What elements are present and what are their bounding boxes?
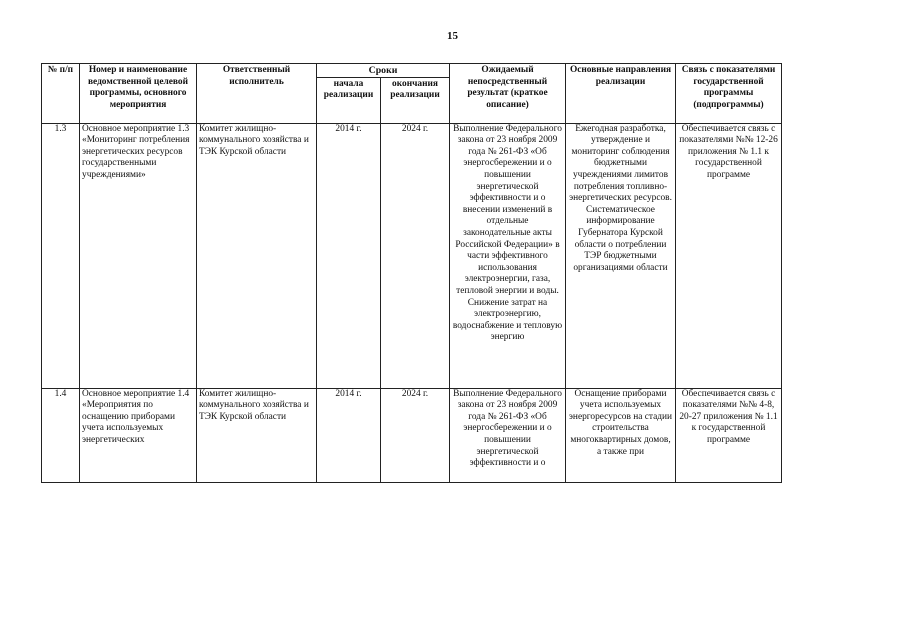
header-link: Связь с показателями государственной программы (подпрограммы)	[676, 64, 782, 124]
row-num: 1.4	[42, 388, 80, 482]
row-result: Выполнение Федерального закона от 23 ноября 2009 года № 261-ФЗ «Об энергосбережении и о повышении энергетической эффективности и о	[450, 388, 566, 482]
row-link: Обеспечивается связь с показателями №№ 4-8, 20-27 приложения № 1.1 к государственной программе	[676, 388, 782, 482]
row-name: Основное мероприятие 1.3 «Мониторинг потребления энергетических ресурсов государственными учреждениями»	[80, 123, 197, 388]
header-directions: Основные направления реализации	[566, 64, 676, 124]
table-row	[42, 388, 782, 482]
row-responsible: Комитет жилищно-коммунального хозяйства и ТЭК Курской области	[197, 123, 317, 388]
row-directions: Ежегодная разработка, утверждение и мониторинг соблюдения бюджетными учреждениями лимитов потребления топливно-энергетических ресурсов. Систематическое информирование Губернатора Курской области о потреблении ТЭР бюджетными организациями области	[566, 123, 676, 388]
row-start: 2014 г.	[317, 123, 381, 388]
row-result: Выполнение Федерального закона от 23 ноября 2009 года № 261-ФЗ «Об энергосбережении и о повышении энергетической эффективности и о внесении изменений в отдельные законодательные акты Российской Федерации» в части эффективного использования электроэнергии, газа, тепловой энергии и воды. Снижение затрат на электроэнергию, водоснабжение и тепловую энергию	[450, 123, 566, 388]
header-end: окончания реализации	[381, 77, 450, 123]
table-header	[42, 64, 782, 124]
row-start: 2014 г.	[317, 388, 381, 482]
row-end: 2024 г.	[381, 388, 450, 482]
row-link: Обеспечивается связь с показателями №№ 12-26 приложения № 1.1 к государственной программе	[676, 123, 782, 388]
page-number: 15	[447, 30, 458, 42]
row-directions: Оснащение приборами учета используемых энергоресурсов на стадии строительства многоквартирных домов, а также при	[566, 388, 676, 482]
row-end: 2024 г.	[381, 123, 450, 388]
row-num: 1.3	[42, 123, 80, 388]
header-terms: Сроки	[317, 64, 450, 78]
header-start: начала реализации	[317, 77, 381, 123]
header-num: № п/п	[42, 64, 80, 124]
table-row	[42, 123, 782, 388]
header-result: Ожидаемый непосредственный результат (краткое описание)	[450, 64, 566, 124]
row-responsible: Комитет жилищно-коммунального хозяйства и ТЭК Курской области	[197, 388, 317, 482]
row-name: Основное мероприятие 1.4 «Мероприятия по оснащению приборами учета используемых энергетических	[80, 388, 197, 482]
header-responsible: Ответственный исполнитель	[197, 64, 317, 124]
program-table	[41, 63, 782, 483]
header-name: Номер и наименование ведомственной целевой программы, основного мероприятия	[80, 64, 197, 124]
